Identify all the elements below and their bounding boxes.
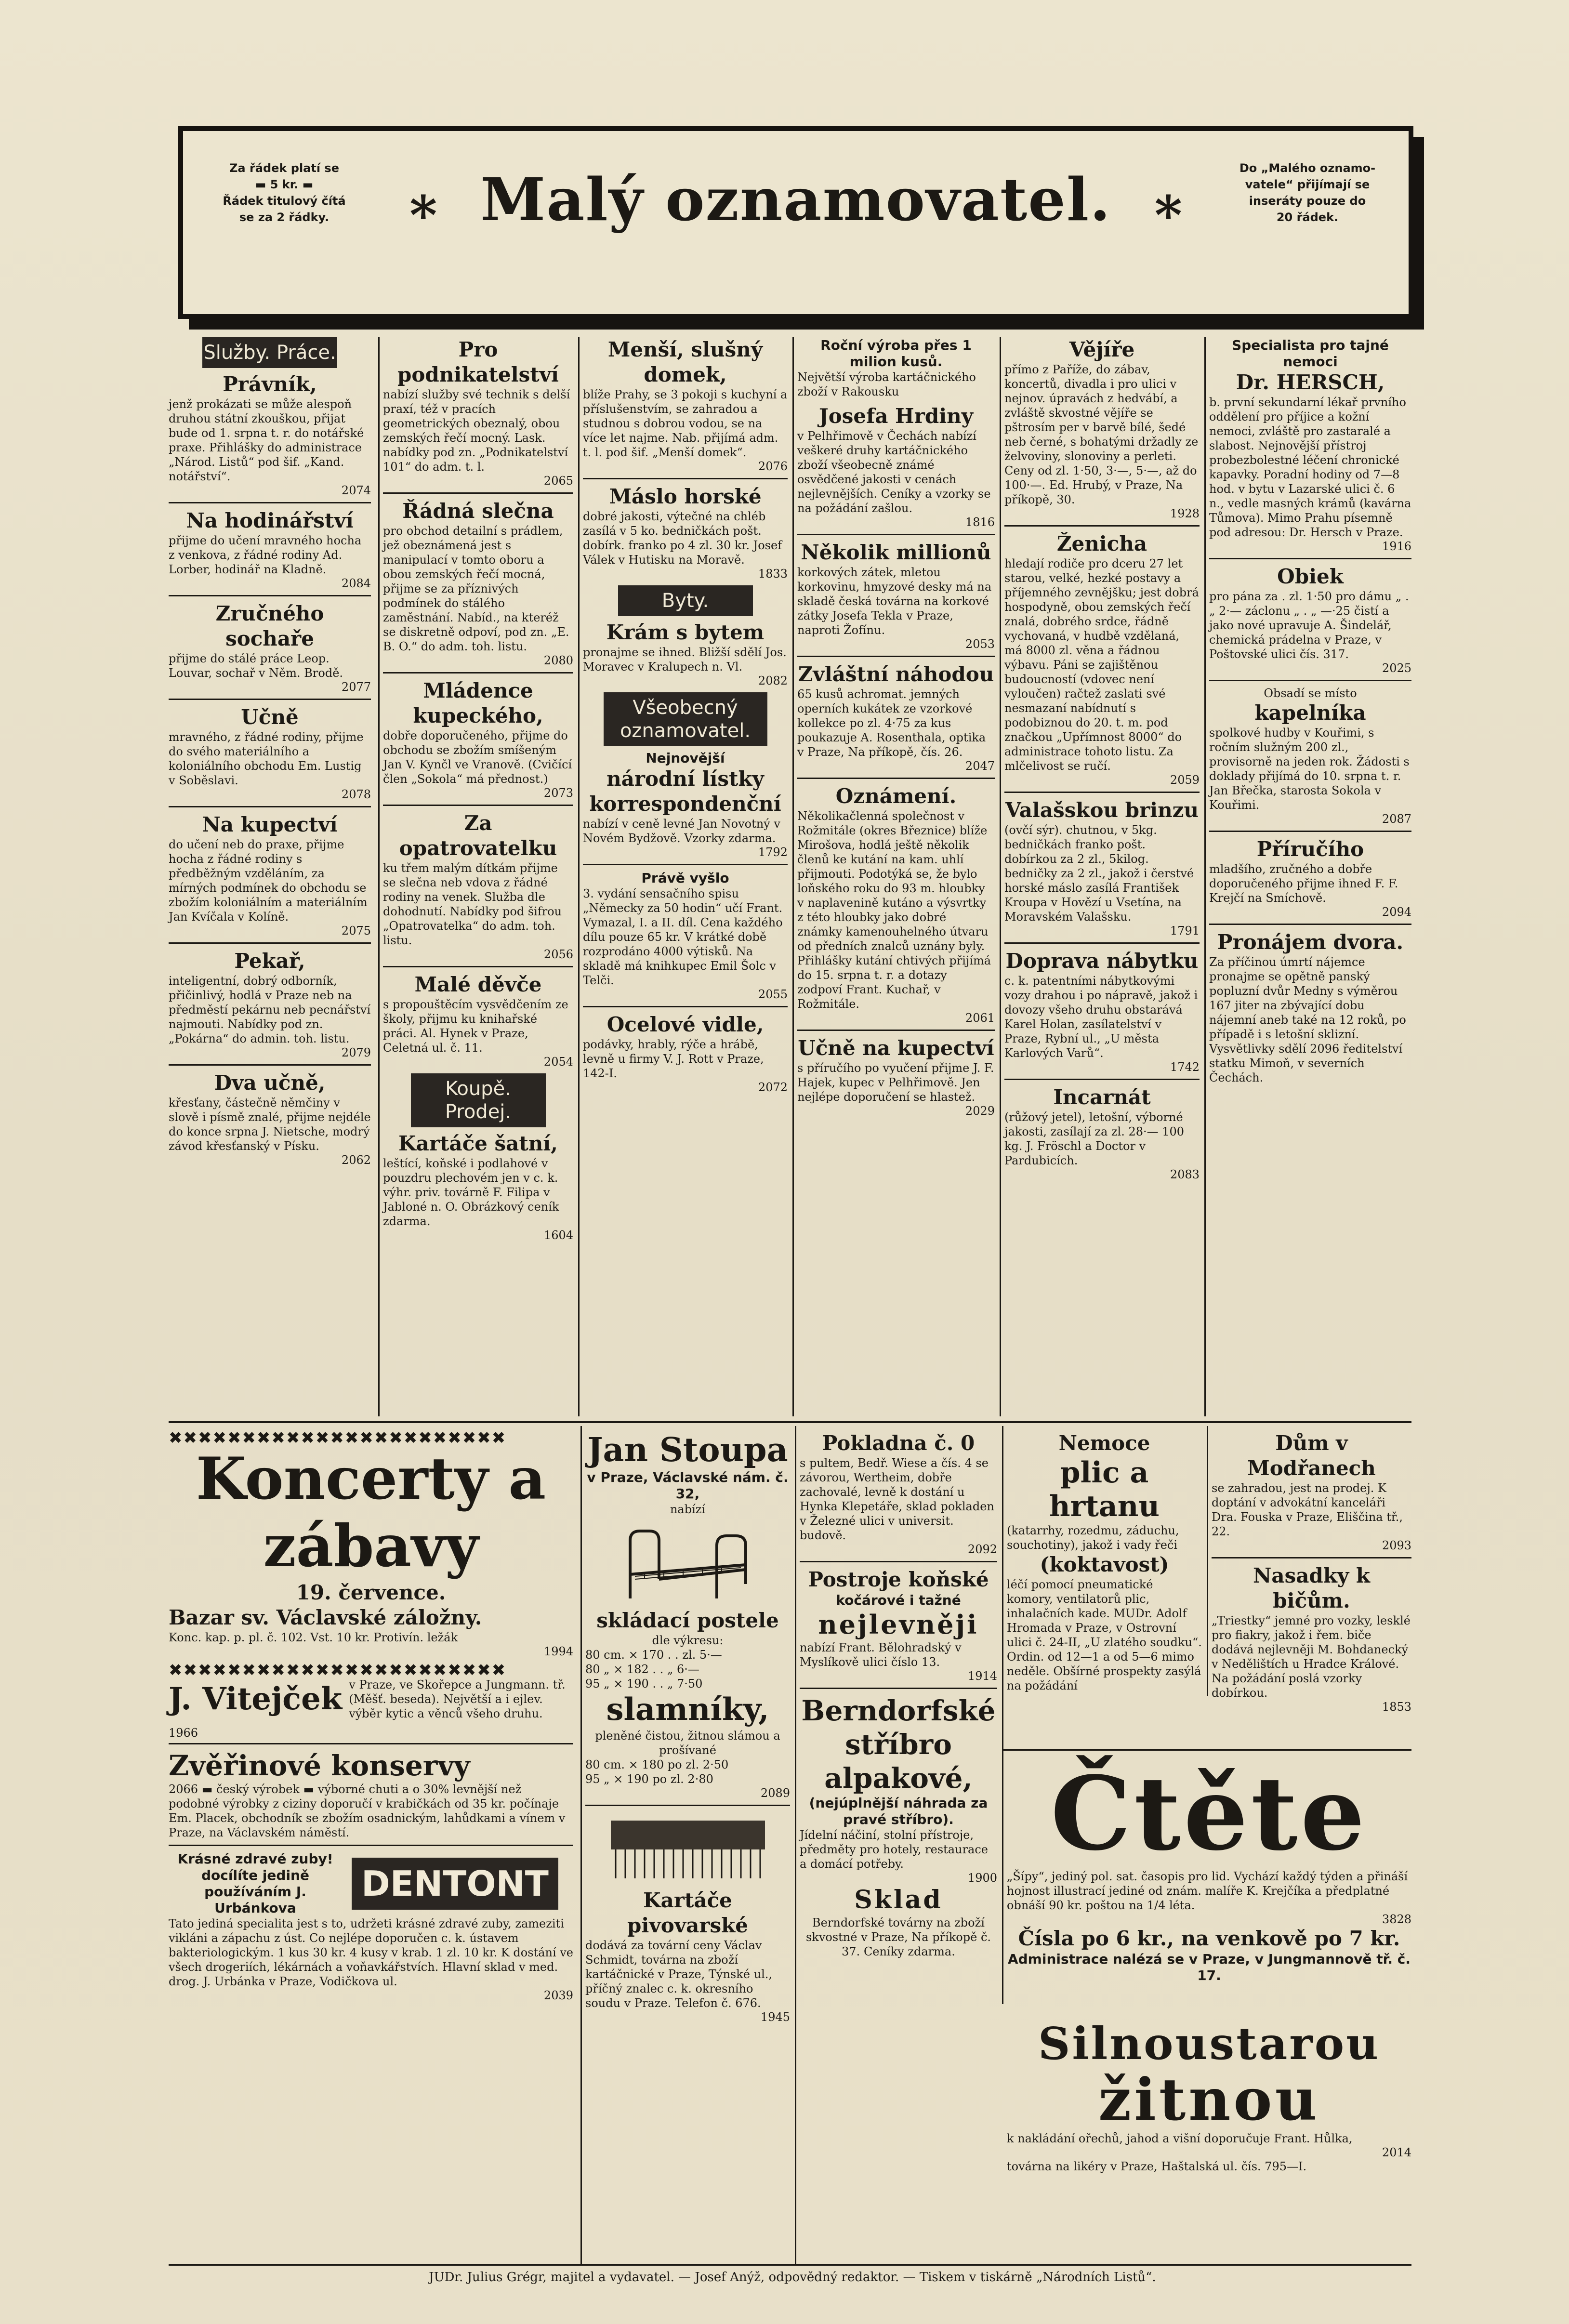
ad-vejire: Vějíře přímo z Paříže, do zábav, koncertů, divadla i pro ulici v nejnov. úpravách z hedvábí, a zvláště skvostné vějíře se pštrosím per v barvě bílé, šedé neb černé, s bohatými držadly ze želvoviny, slonoviny a perleti. Ceny od zl. 1·50, 3·—, 5·—, až do 100·—. Ed. Hrubý, v Praze, Na příkopě, 30. 1928 [1004,338,1200,520]
header-box [178,126,1413,319]
ad-doprava: Doprava nábytku c. k. patentními nábytkovými vozy drahou i po nápravě, jakož i dovozy všeho druhu obstarává Karel Holan, zasílatelství v Praze, Rybní ul., „U města Karlových Varů“. 1742 [1004,949,1200,1074]
ad-rocni-vyroba: Roční výroba přes 1 milion kusů. Největší výroba kartáčnického zboží v Rakousku [797,337,976,398]
ad-zenicha: Ženicha hledají rodiče pro dceru 27 let starou, velké, hezké postavy a příjemného zevnějšku; jest dobrá hospodyně, obou zemských řečí znalá, dobrého srdce, řádně vychovaná, v hudbě vzdělaná, má 8000 zl. věna a řádnou výbavu. Páni se zajištěnou budoucností (vdovec není vyloučen) račtež zaslati své nesmazaní nabídnutí s podobiznou do 20. t. m. pod značkou „Upřímnost 8000“ do administrace tohoto listu. Za mlčelivost se ručí. 2059 [1004,532,1200,787]
ad-hrdina: Josefa Hrdiny v Pelhřimově v Čechách nabízí veškeré druhy kartáčnického zboží všeobecně známé osvědčené jakosti v cenách nejlevnějších. Ceníky a vzorky se na požádání zašlou. 1816 [797,404,995,529]
ad-sochar: Zručného sochaře přijme do stálé práce Leop. Louvar, sochař v Něm. Brodě. 2077 [169,602,371,694]
bottom-silnou [1007,2019,1411,2179]
ad-pravnik: Právník, jenž prokázati se může alespoň druhou státní zkouškou, přijat bude od 1. srpna t. r. do notářské praxe. Přihlášky do administrace „Národ. Listů“ pod šif. „Kand. notářství“. 2074 [169,372,371,497]
ad-obiek: Obiek pro pána za . zl. 1·50 pro dámu „ . „ 2·— záclonu „ . „ —·25 čistí a jako nové upravuje A. Šindelář, chemická prádelna v Praze, v Poštovské ulici čís. 317. 2025 [1209,565,1411,675]
bottom-pokladna [800,1431,997,1964]
column-5 [1004,337,1200,1186]
section-box-sluzby: Služby. Práce. [202,337,337,368]
section-box-byty: Byty. [618,585,753,616]
ad-nasadky: Nasadky k bičům. „Triestky“ jemné pro vozky, lesklé pro fiakry, jakož i řem. biče dodává nejlevněji M. Bohdanecký v Nedělištích u Hradce Králové. Na požádání poslá vzorky dobírkou. 1853 [1212,1564,1411,1714]
header-left-note: Za řádek platí se ▬ 5 kr. ▬ Řádek titulový čítá se za 2 řádky. [223,161,346,224]
column-rule [580,1426,582,2264]
ad-mladence: Mládence kupeckého, dobře doporučeného, přijme do obchodu se zbožím smíšeným Jan V. Kynčl ve Vranově. (Cvičící člen „Sokola“ má přednost.) 2073 [383,679,573,800]
section-divider [1002,1749,1411,1751]
ad-berndorf: Berndorfské stříbro alpakové, (nejúplnější náhrada za pravé stříbro). Jídelní náčiní, stolní přístroje, předměty pro hotely, restaurace a domácí potřeby. 1900 Sklad Berndorfské továrny na zboží skvostné v Praze, Na příkopě č. 37. Ceníky zdarma. [800,1694,997,1958]
bottom-nemoce [1007,1431,1202,1698]
ad-pekar: Pekař, inteligentní, dobrý odborník, přičinlivý, hodlá v Praze neb na předměstí pekárnu neb pecnářství najmouti. Nabídky pod zn. „Pokárna“ do admin. toh. listu. 2079 [169,949,371,1059]
ad-prave-vyslo: Právě vyšlo 3. vydání sensačního spisu „Německy za 50 hodin“ učí Frant. Vymazal, I. a II. díl. Cena každého dílu pouze 65 kr. V krátké době rozprodáno 4000 výtisků. Na skladě má knihkupec Emil Šolc v Telči. 2055 [583,870,788,1001]
bottom-left: ✖✖✖✖✖✖✖✖✖✖✖✖✖✖✖✖✖✖✖✖✖✖✖ Koncerty a zábavy 19. července. Bazar sv. Václavské záložny. Konc. kap. p. pl. č. 102. Vst. 10 kr. Protivín. ležák 1994 ✖✖✖✖✖✖✖✖✖✖✖✖✖✖✖✖✖✖✖✖✖✖✖ J. Vitejček v Praze, ve Skořepce a Jungmann. tř. (Měšť. beseda). Největší a i ejlev. výběr kytic a věnců všeho druhu. 1966 Zvěřinové konservy 2066 ▬ český výrobek ▬ výborné chuti a o 30% levnější než podobné výrobky z ciziny doporučí v krabičkách od 35 kr. počínaje Em. Placek, obchodník se zbožím osadnickým, lahůdkami a vínem v Praze, na Václavském náměstí. Krásné zdravé zuby! docílíte jedině používáním J. Urbánkova DENTONT Tato jediná specialita jest s to, udržeti krásné zdravé zuby, zameziti vikláni a zápachu z úst. Co nejlépe doporučen c. k. ústavem bakteriologickým. 1 kus 30 kr. 4 kusy v krab. 1 zl. 10 kr. K dostání ve všech drogeriích, lékárnách a voňavkářstvích. Hlavní sklad v med. drog. J. Urbánka v Praze, Vodičkova ul. 2039 [169,1431,574,2002]
ad-hersch: Specialista pro tajné nemoci Dr. HERSCH, b. první sekundarní lékař prvního oddělení pro příjice a kožní nemoci, zvláště pro zastaralé a slabost. Nejnovější přístroj probezbolestné léčení chronické kapavky. Poradní hodiny od 7—8 hod. v bytu v Lazarské ulici č. 6 n., vedle masných krámů (kavárna Tůmova). Mimo Prahu písemně pod adresou: Dr. Hersch v Praze. 1916 [1209,337,1411,553]
column-rule [1204,337,1206,1416]
header-star-left: * [409,184,437,246]
ad-listky: Nejnovější národní lístky korrespondenční nabízí v ceně levné Jan Novotný v Novém Bydžově. Vzorky zdarma. 1792 [583,750,788,859]
ad-kram: Krám s bytem pronajme se ihned. Bližší sdělí Jos. Moravec v Kralupech n. Vl. 2082 [583,621,788,687]
ad-nemoce: Nemoce plic a hrtanu (katarrhy, rozedmu, záduchu, souchotiny), jakož i vady řeči (koktavost) léčí pomocí pneumatické komory, ventilatorů plic, inhalačních kade. MUDr. Adolf Hromada v Praze, v Ostrovní ulici č. 24-II, „U zlatého soudku“. Ordin. od 12—1 a od 5—6 mimo neděle. Obšírné prospekty zasýlá na požádání [1007,1431,1202,1692]
ad-kartace-satni: Kartáče šatní, leštící, koňské i podlahové v pouzdru plechovém jen v c. k. výhr. priv. továrně F. Filipa v Jabloné n. O. Obrázkový ceník zdarma. 1604 [383,1132,573,1242]
ad-denton: Krásné zdravé zuby! docílíte jedině používáním J. Urbánkova DENTONT Tato jediná specialita jest s to, udržeti krásné zdravé zuby, zameziti vikláni a zápachu z úst. Co nejlépe doporučen c. k. ústavem bakteriologickým. 1 kus 30 kr. 4 kusy v krab. 1 zl. 10 kr. K dostání ve všech drogeriích, lékárnách a voňavkářstvích. Hlavní sklad v med. drog. J. Urbánka v Praze, Vodičkova ul. 2039 [169,1851,574,2002]
column-3 [583,337,788,1099]
header-star-right: * [1154,184,1182,246]
ad-podnikatelstvi: Pro podnikatelství nabízí služby své technik s delší praxí, též v pracích geometrických obeznalý, obou zemských řečí mocný. Lask. nabídky pod zn. „Podnikatelství 101“ do adm. t. l. 2065 [383,338,573,488]
ad-maslo: Máslo horské dobré jakosti, výtečné na chléb zasílá v 5 ko. bedničkách pošt. dobírk. franko po 4 zl. 30 kr. Josef Válek v Hutisku na Moravě. 1833 [583,485,788,581]
footer-rule [169,2264,1411,2266]
ad-brinza: Valašskou brinzu (ovčí sýr). chutnou, v 5kg. bedničkách franko pošt. dobírkou za 2 zl., 5kilog. bedničky za 2 zl., jakož i čerstvé horské máslo zasílá František Kroupa v Hovězí u Vsetína, na Moravském Valašsku. 1791 [1004,798,1200,938]
ad-stoupa: Jan Stoupa v Praze, Václavské nám. č. 32, nabízí skládací postele dle výkresu: 80 cm. × 170 . . zl. 5·— 80 „ × 182 . . „ 6·— 95 „ × 190 . . „ 7·50 slamníky, pleněné čistou, žitnou slámou a prošívané 80 cm. × 180 po zl. 2·50 95 „ × 190 po zl. 2·80 2089 [585,1431,790,1800]
ad-slecna: Řádná slečna pro obchod detailní s prádlem, jež obeznámená jest s manipulací v tomto oboru a obou zemských řečí mocná, přijme se za příznivých podmínek do stálého zaměstnání. Nabíd., na kteréž se diskretně odpoví, pod zn. „E. B. O.“ do adm. toh. listu. 2080 [383,499,573,667]
ad-konservy: Zvěřinové konservy 2066 ▬ český výrobek ▬ výborné chuti a o 30% levnější než podobné výrobky z ciziny doporučí v krabičkách od 35 kr. počínaje Em. Placek, obchodník se zbožím osadnickým, lahůdkami a vínem v Praze, na Václavském náměstí. [169,1749,566,1839]
ad-dva-ucne: Dva učně, křesťany, částečně němčiny v slově i písmě znalé, přijme nejdéle do konce srpna J. Nietsche, modrý závod křesťanský v Písku. 2062 [169,1071,371,1167]
column-rule [795,1426,796,2264]
cross-border: ✖✖✖✖✖✖✖✖✖✖✖✖✖✖✖✖✖✖✖✖✖✖✖ [169,1663,507,1677]
ad-millionu: Několik millionů korkových zátek, mletou korkovinu, hmyzové desky má na skladě česká továrna na korkové zátky Josefa Tekla v Praze, naproti Žofínu. 2053 [797,541,995,651]
ad-kapelnik: Obsadí se místo kapelníka spolkové hudby v Kouřimi, s ročním služným 200 zl., provisorně na jeden rok. Žádosti s doklady přijímá do 10. srpna t. r. Jan Břečka, starosta Sokola v Kouřimi. 2087 [1209,687,1411,826]
section-box-koupe: Koupě. Prodej. [411,1073,546,1127]
column-rule [1207,1426,1208,1696]
folding-bed-illustration [616,1521,760,1603]
ad-oznameni: Oznámení. Několikačlenná společnost v Rožmitále (okres Březnice) blíže Mirošova, hodlá ještě několik členů ke kutání na kam. uhlí přijmouti. Podotýká se, že bylo loňského roku do 93 m. hloubky v naplavenině kutáno a výsvrtky z této hloubky jako dobré známky kamenouhelného útvaru od předních znalců uznány byly. Přihlášky kutání chtivých přijímá do 15. srpna t. r. a dotazy zodpoví Frant. Kuchař, v Rožmitále. 2061 [797,784,995,1025]
column-rule [1000,337,1001,1416]
ad-pokladna: Pokladna č. 0 s pultem, Bedř. Wiese a čís. 4 se závorou, Wertheim, dobře zachovalé, levně k dostání u Hynka Klepetáře, sklad pokladen v Železné ulici v universit. budově. 2092 [800,1431,997,1556]
header-right-note: Do „Malého oznamo- vatele“ přijímají se inseráty pouze do 20 řádek. [1239,161,1376,224]
column-rule [578,337,580,1416]
column-rule [1002,1426,1003,2004]
ad-domek: Menší, slušný domek, blíže Prahy, se 3 pokoji s kuchyní a příslušenstvím, se zahradou a studnou s dobrou vodou, se na více let najme. Nab. přijímá adm. t. l. pod šif. „Menší domek“. 2076 [583,338,788,473]
bottom-dum [1212,1431,1411,1718]
ad-ctete: Čtěte „Šípy“, jediný pol. sat. časopis pro lid. Vychází každý týden a přináší hojnost illustrací jediné od znám. malíře K. Krejčíka a předplatné obnáší 90 kr. poštou na 1/4 léta. 3828 Čísla po 6 kr., na venkově po 7 kr. Administrace nalézá se v Praze, v Jungmannově tř. č. 17. [1007,1754,1411,1983]
section-box-vseobecny: Všeobecný oznamovatel. [604,692,767,746]
column-4 [797,337,995,1122]
page-title: Malý oznamovatel. [480,165,1111,234]
brush-illustration [601,1811,775,1883]
ad-kupectvi: Na kupectví do učení neb do praxe, přijme hocha z řádné rodiny s předběžným vzděláním, za mírných podmínek do obchodu se zbožím koloniálním a materiálním Jan Kvíčala v Kolíně. 2075 [169,813,371,938]
cross-border: ✖✖✖✖✖✖✖✖✖✖✖✖✖✖✖✖✖✖✖✖✖✖✖ [169,1431,507,1445]
ad-ucne-kupectvi: Učně na kupectví s příručího po vyučení přijme J. F. Hajek, kupec v Pelhřimově. Jen nejlépe doporučení se hlastež. 2029 [797,1036,995,1118]
denton-logo: DENTONT [352,1858,558,1910]
ad-pronajem: Pronájem dvora. Za příčinou úmrtí nájemce pronajme se opětně panský popluzní dvůr Medny s výměrou 167 jiter na zbývající dobu nájemní aneb také na 12 roků, po případě i s letošní sklizní. Vysvětlivky sdělí 2096 ředitelství statku Mimoň, v severních Čechách. [1209,930,1406,1084]
imprint-footer: JUDr. Julius Grégr, majitel a vydavatel. — Josef Anýž, odpovědný redaktor. — Tiskem v tiskárně „Národních Listů“. [429,2270,1156,2284]
ad-silnoustarou: Silnoustarou žitnou k nakládání ořechů, jahod a višní doporučuje Frant. Hůlka, 2014 továrna na likéry v Praze, Haštalská ul. čís. 795—I. [1007,2018,1411,2173]
column-2 [383,337,573,1247]
ad-hodinarstvi: Na hodinářství přijme do učení mravného hocha z venkova, z řádné rodiny Ad. Lorber, hodinář na Kladně. 2084 [169,509,371,590]
ad-prirucho: Příručího mladšího, zručného a dobře doporučeného přijme ihned F. F. Krejčí na Smíchově. 2094 [1209,837,1411,919]
section-divider [169,1421,1411,1423]
column-rule [792,337,794,1416]
ad-vidle: Ocelové vidle, podávky, hrably, rýče a hrábě, levně u firmy V. J. Rott v Praze, 142-I. 2072 [583,1013,788,1094]
ad-postroje: Postroje koňské kočárové i tažné nejlevněji nabízí Frant. Bělohradský v Myslíkově ulici číslo 13. 1914 [800,1568,997,1683]
column-rule [378,337,380,1416]
ad-devce: Malé děvče s propouštěcím vysvědčením ze školy, přijmu ku knihařské práci. Al. Hynek v Praze, Celetná ul. č. 11. 2054 [383,973,573,1069]
ad-dum: Dům v Modřanech se zahradou, jest na prodej. K doptání v advokátní kanceláři Dra. Fouska v Praze, Eliščina tř., 22. 2093 [1212,1431,1411,1552]
ad-opatrovatelka: Za opatrovatelku ku třem malým dítkám přijme se slečna neb vdova z řádné rodiny na venek. Služba dle dohodnutí. Nabídky pod šifrou „Opatrovatelka“ do adm. toh. listu. 2056 [383,811,573,961]
bottom-stoupa [585,1431,790,2029]
column-1 [169,337,371,1172]
ad-ucne: Učně mravného, z řádné rodiny, přijme do svého materiálního a koloniálního obchodu Em. Lustig v Soběslavi. 2078 [169,705,371,801]
ad-pivovarske: Kartáče pivovarské dodává za tovární ceny Václav Schmidt, továrna na zboží kartáčnické v Praze, Týnské ul., příčný znalec c. k. okresního soudu v Praze. Telefon č. 676. 1945 [585,1811,790,2024]
bottom-ctete [1007,1754,1411,1989]
ad-incarnat: Incarnát (růžový jetel), letošní, výborné jakosti, zasílají za zl. 28·— 100 kg. J. Fröschl a Doctor v Pardubicích. 2083 [1004,1085,1200,1181]
ad-vitejcek: J. Vitejček v Praze, ve Skořepce a Jungmann. tř. (Měšť. beseda). Největší a i ejlev. výběr kytic a věnců všeho druhu. [169,1678,566,1720]
column-6 [1209,337,1411,1090]
ad-kukatka: Zvláštní náhodou 65 kusů achromat. jemných operních kukátek ze vzorkové kollekce po zl. 4·75 za kus poukazuje A. Rosenthala, optika v Praze, Na příkopě, čís. 26. 2047 [797,662,995,773]
ad-koncerty: Koncerty a zábavy 19. července. Bazar sv. Václavské záložny. Konc. kap. p. pl. č. 102. Vst. 10 kr. Protivín. ležák 1994 [169,1445,573,1658]
